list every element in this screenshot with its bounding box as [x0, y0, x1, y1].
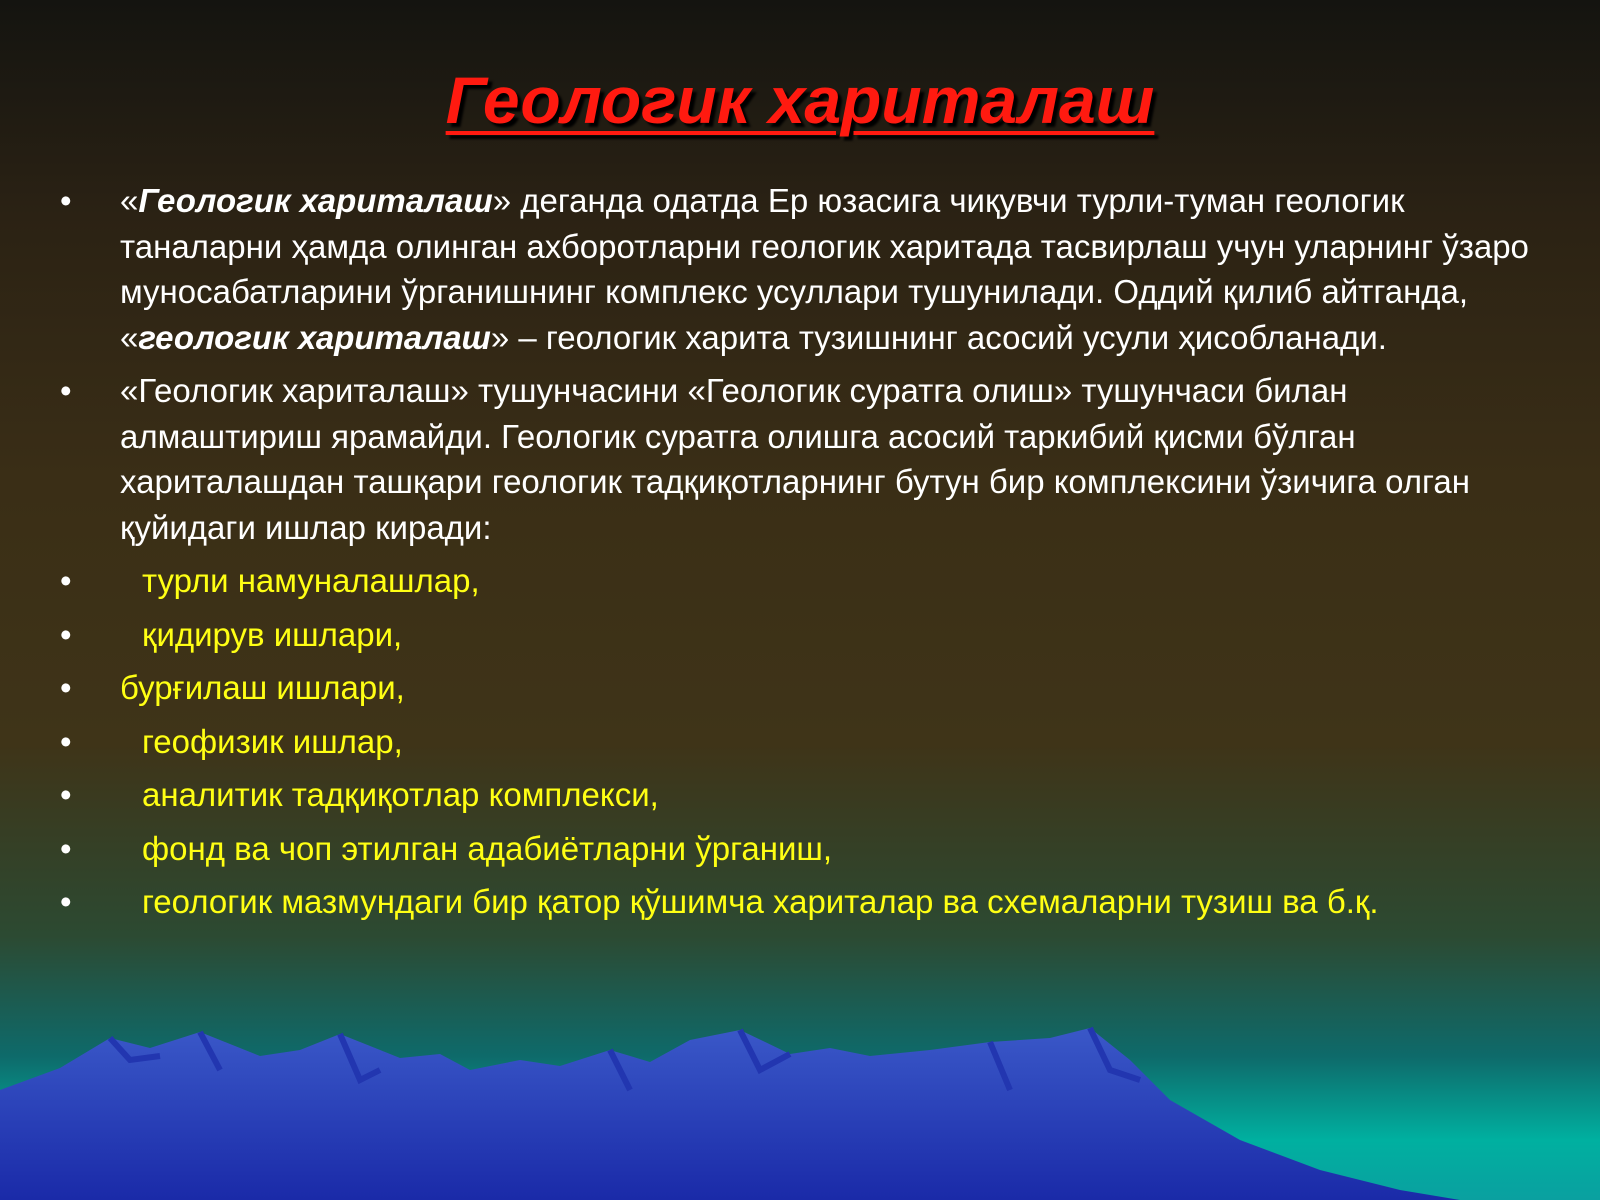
list-item-text: фонд ва чоп этилган адабиётларни ўрганиш,	[142, 829, 833, 867]
list-item-text: турли намуналашлар,	[142, 562, 480, 599]
list-item-text: геологик мазмундаги бир қатор қўшимча хариталар ва схемаларни тузиш ва б.қ.	[142, 883, 1379, 920]
term-emphasis: Геологик хариталаш	[138, 182, 493, 219]
definition-text-2: » – геологик харита тузишнинг асосий усули ҳисобланади.	[490, 318, 1387, 356]
term-emphasis-2: геологик хариталаш	[138, 318, 491, 356]
list-item-text: аналитик тадқиқотлар комплекси,	[142, 776, 659, 813]
list-item	[60, 612, 1550, 658]
list-item-distinction: • «Геологик хариталаш» тушунчасини «Геологик суратга олиш» тушунчаси билан алмаштириш ярамайди. Геологик суратга олишга асосий таркибий қисми бўлган хариталашдан ташқари геологик тадқиқотларнинг бутун бир комплексини ўзичига олган қуйидаги ишлар киради:	[60, 368, 1550, 550]
definition-text: » деганда одатда Ер юзасига чиқувчи турли-туман геологик таналарни ҳамда олинган ахборотларни геологик харитада тасвирлаш учун уларнинг ўзаро муносабатларини ўрганишнинг комплекс усуллари тушунилади. Оддий қилиб айтганда, «	[120, 182, 1529, 356]
list-item	[60, 558, 1550, 604]
list-item-text: бурғилаш ишлари,	[120, 669, 405, 706]
list-item	[60, 879, 1550, 925]
bullet-list	[60, 178, 1550, 933]
mountain-range-illustration	[0, 1020, 1600, 1200]
list-item	[60, 772, 1550, 818]
list-item	[60, 826, 1550, 872]
open-quote: «	[120, 182, 139, 219]
list-item	[60, 719, 1550, 765]
slide-title: Геологик хариталаш	[445, 63, 1155, 137]
list-item-text: қидирув ишлари,	[142, 615, 403, 653]
list-item-definition	[60, 178, 1550, 360]
list-item	[60, 665, 1550, 711]
list-item-text: геофизик ишлар,	[142, 722, 403, 760]
